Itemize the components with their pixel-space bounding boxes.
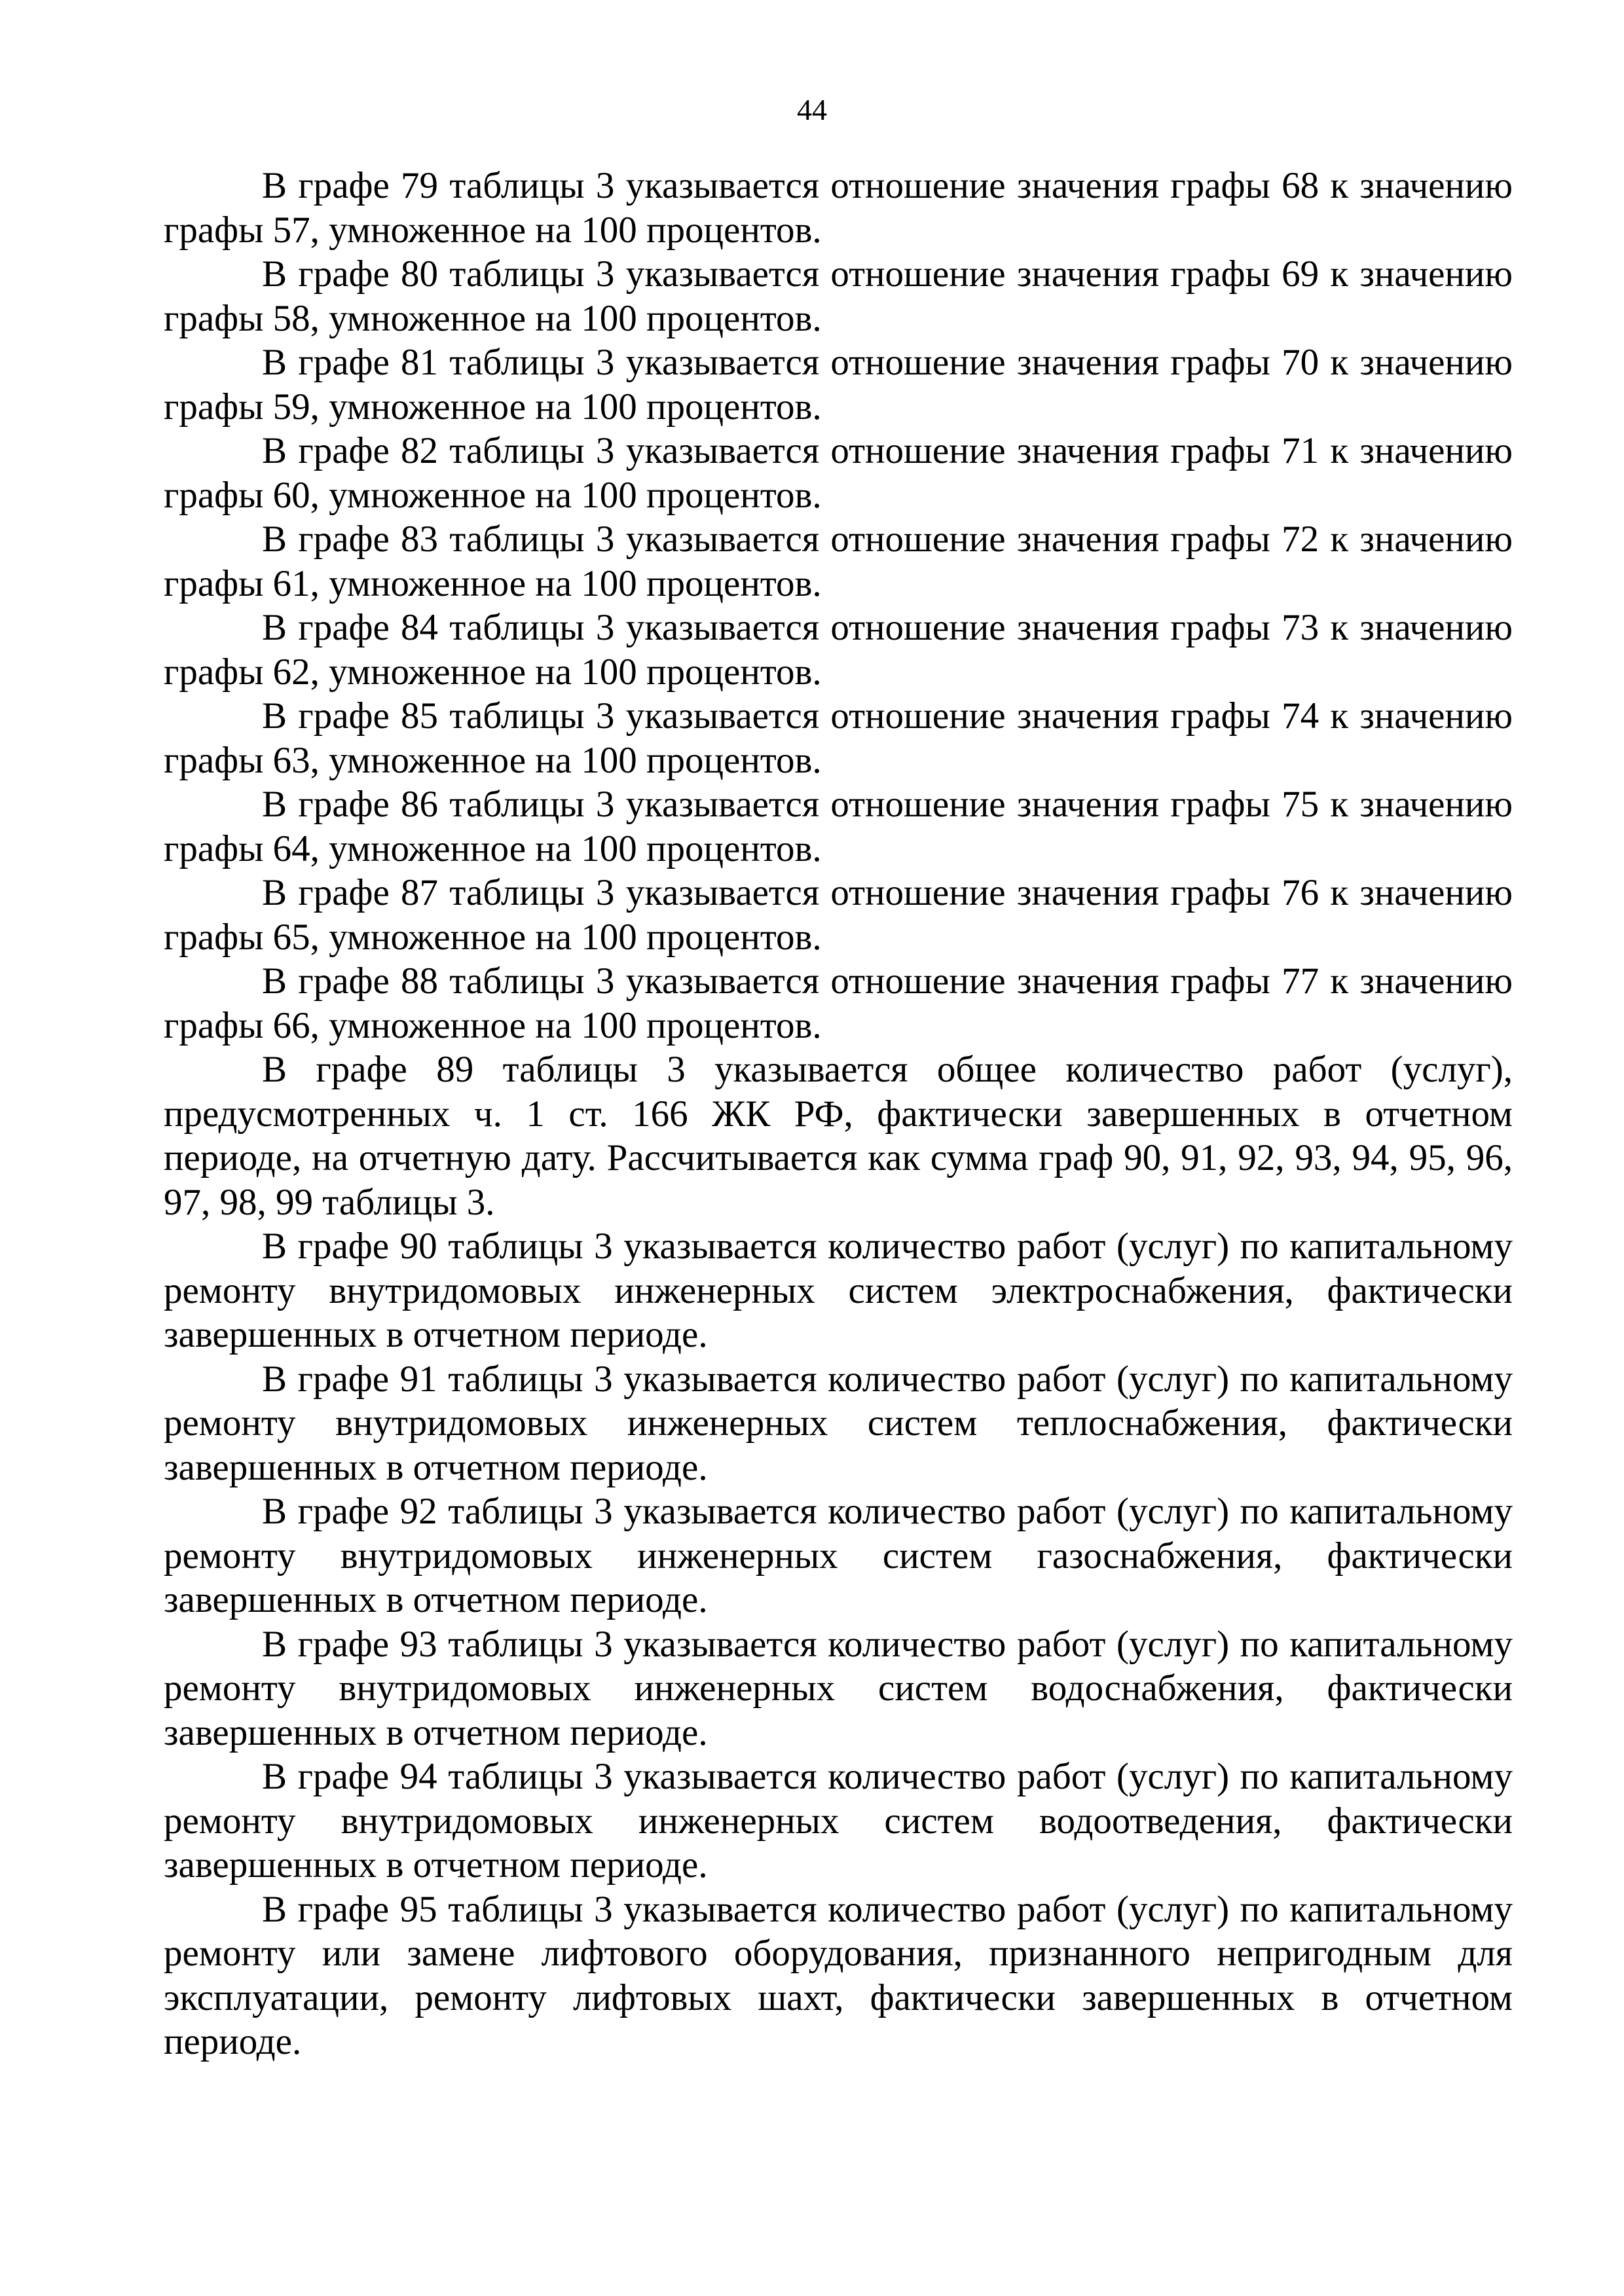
paragraph-graph-93: В графе 93 таблицы 3 указывается количество работ (услуг) по капитальному ремонту внутридомовых инженерных систем водоснабжения, фактически завершенных в отчетном периоде.: [164, 1623, 1513, 1753]
paragraph-graph-95: В графе 95 таблицы 3 указывается количество работ (услуг) по капитальному ремонту или замене лифтового оборудования, признанного непригодным для эксплуатации, ремонту лифтовых шахт, фактически завершенных в отчетном периоде.: [164, 1888, 1513, 2062]
document-body: [164, 164, 1513, 2064]
paragraph-graph-88: В графе 88 таблицы 3 указывается отношение значения графы 77 к значению графы 66, умноженное на 100 процентов.: [164, 960, 1513, 1046]
paragraph-graph-82: В графе 82 таблицы 3 указывается отношение значения графы 71 к значению графы 60, умноженное на 100 процентов.: [164, 430, 1513, 516]
page-number: 44: [797, 93, 827, 126]
paragraph-graph-80: В графе 80 таблицы 3 указывается отношение значения графы 69 к значению графы 58, умноженное на 100 процентов.: [164, 253, 1513, 339]
paragraph-graph-89: В графе 89 таблицы 3 указывается общее количество работ (услуг), предусмотренных ч. 1 ст. 166 ЖК РФ, фактически завершенных в отчетном периоде, на отчетную дату. Рассчитывается как сумма граф 90, 91, 92, 93, 94, 95, 96, 97, 98, 99 таблицы 3.: [164, 1049, 1513, 1223]
paragraph-graph-81: В графе 81 таблицы 3 указывается отношение значения графы 70 к значению графы 59, умноженное на 100 процентов.: [164, 342, 1513, 428]
paragraph-graph-91: В графе 91 таблицы 3 указывается количество работ (услуг) по капитальному ремонту внутридомовых инженерных систем теплоснабжения, фактически завершенных в отчетном периоде.: [164, 1358, 1513, 1488]
paragraph-graph-86: В графе 86 таблицы 3 указывается отношение значения графы 75 к значению графы 64, умноженное на 100 процентов.: [164, 784, 1513, 869]
paragraph-graph-92: В графе 92 таблицы 3 указывается количество работ (услуг) по капитальному ремонту внутридомовых инженерных систем газоснабжения, фактически завершенных в отчетном периоде.: [164, 1491, 1513, 1620]
paragraph-graph-83: В графе 83 таблицы 3 указывается отношение значения графы 72 к значению графы 61, умноженное на 100 процентов.: [164, 519, 1513, 604]
paragraph-graph-84: В графе 84 таблицы 3 указывается отношение значения графы 73 к значению графы 62, умноженное на 100 процентов.: [164, 607, 1513, 693]
paragraph-graph-90: В графе 90 таблицы 3 указывается количество работ (услуг) по капитальному ремонту внутридомовых инженерных систем электроснабжения, фактически завершенных в отчетном периоде.: [164, 1226, 1513, 1355]
paragraph-graph-79: В графе 79 таблицы 3 указывается отношение значения графы 68 к значению графы 57, умноженное на 100 процентов.: [164, 165, 1513, 251]
paragraph-graph-85: В графе 85 таблицы 3 указывается отношение значения графы 74 к значению графы 63, умноженное на 100 процентов.: [164, 695, 1513, 781]
paragraph-graph-94: В графе 94 таблицы 3 указывается количество работ (услуг) по капитальному ремонту внутридомовых инженерных систем водоотведения, фактически завершенных в отчетном периоде.: [164, 1756, 1513, 1886]
paragraph-graph-87: В графе 87 таблицы 3 указывается отношение значения графы 76 к значению графы 65, умноженное на 100 процентов.: [164, 872, 1513, 958]
